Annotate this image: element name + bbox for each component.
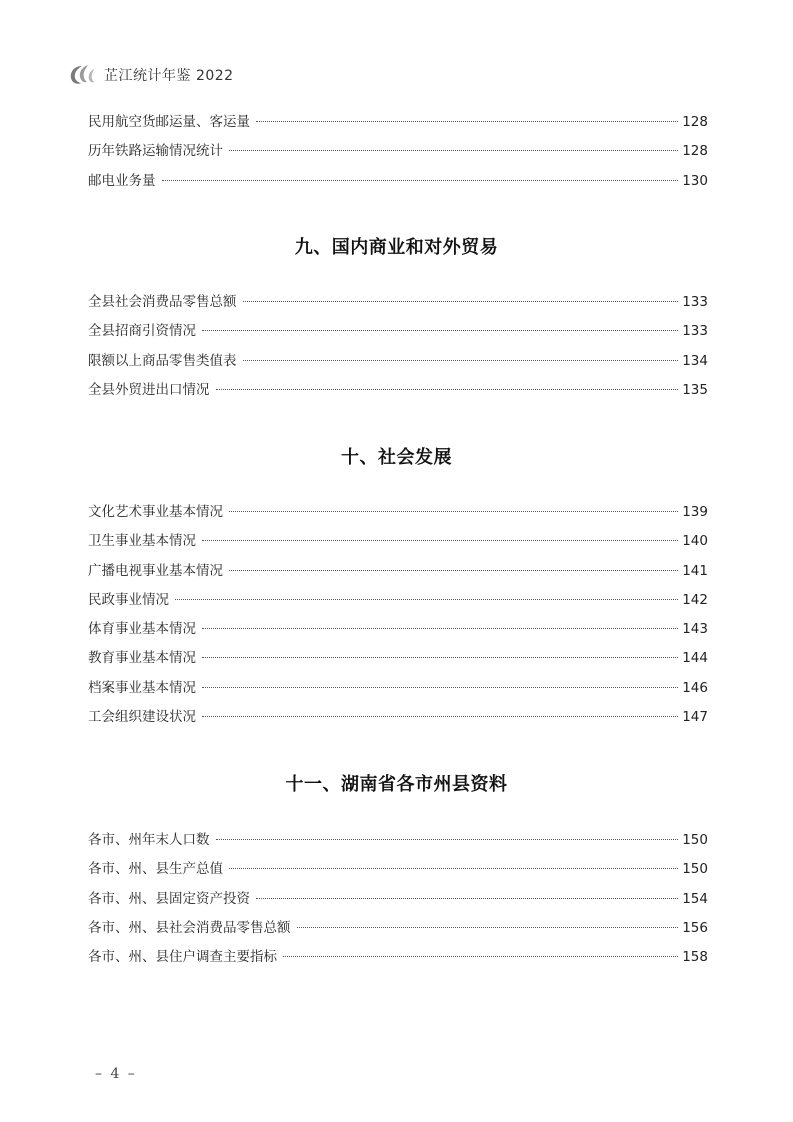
toc-section-commerce	[88, 290, 708, 407]
toc-entry-label: 各市、州年末人口数	[88, 832, 210, 848]
leader-dots	[283, 956, 678, 957]
toc-entry-label: 工会组织建设状况	[88, 709, 196, 726]
toc-entry-label: 各市、州、县社会消费品零售总额	[88, 919, 291, 936]
toc-entry-label: 卫生事业基本情况	[88, 533, 196, 550]
toc-entry-page: 130	[682, 172, 708, 189]
toc-entry-page: 133	[682, 323, 708, 340]
leader-dots	[243, 360, 679, 361]
yearbook-logo-icon	[68, 63, 98, 87]
toc-entry-label: 民用航空货邮运量、客运量	[88, 114, 250, 130]
leader-dots	[229, 868, 678, 869]
toc-section-transport	[88, 110, 708, 198]
leader-dots	[229, 511, 678, 512]
toc-section-hunan	[88, 828, 708, 974]
toc-entry[interactable]	[88, 617, 708, 646]
toc-entry-page: 146	[682, 679, 708, 696]
page-header	[68, 62, 234, 88]
toc-entry[interactable]	[88, 169, 708, 198]
toc-entry-page: 134	[682, 352, 708, 369]
section-heading-commerce: 九、国内商业和对外贸易	[294, 237, 499, 258]
toc-entry-label: 各市、州、县住户调查主要指标	[88, 949, 277, 966]
toc-entry-page: 158	[682, 949, 708, 966]
leader-dots	[256, 121, 678, 122]
toc-section-social	[88, 500, 708, 734]
leader-dots	[229, 570, 678, 571]
toc-entry[interactable]	[88, 588, 708, 617]
toc-entry-label: 历年铁路运输情况统计	[88, 143, 223, 160]
toc-entry[interactable]	[88, 887, 708, 916]
toc-entry[interactable]	[88, 559, 708, 588]
toc-entry-page: 150	[682, 832, 708, 848]
toc-entry[interactable]	[88, 916, 708, 945]
toc-entry[interactable]	[88, 378, 708, 407]
toc-entry[interactable]	[88, 705, 708, 734]
leader-dots	[216, 839, 679, 840]
toc-entry-label: 各市、州、县生产总值	[88, 861, 223, 878]
leader-dots	[175, 599, 678, 600]
leader-dots	[229, 150, 678, 151]
toc-entry[interactable]	[88, 110, 708, 139]
toc-entry-label: 全县招商引资情况	[88, 323, 196, 340]
toc-entry-page: 133	[682, 294, 708, 310]
toc-entry[interactable]	[88, 319, 708, 348]
leader-dots	[202, 330, 678, 331]
toc-entry-page: 128	[682, 114, 708, 130]
leader-dots	[202, 687, 678, 688]
page-number: – 4 –	[95, 1066, 137, 1082]
leader-dots	[202, 628, 678, 629]
leader-dots	[216, 389, 679, 390]
toc-entry[interactable]	[88, 290, 708, 319]
toc-entry-page: 142	[682, 591, 708, 608]
toc-entry-label: 广播电视事业基本情况	[88, 562, 223, 579]
toc-entry[interactable]	[88, 828, 708, 857]
toc-entry[interactable]	[88, 945, 708, 974]
toc-entry-page: 147	[682, 709, 708, 726]
toc-entry-page: 154	[682, 890, 708, 907]
toc-entry[interactable]	[88, 857, 708, 886]
toc-entry[interactable]	[88, 646, 708, 675]
toc-entry-label: 体育事业基本情况	[88, 621, 196, 638]
toc-entry-label: 教育事业基本情况	[88, 650, 196, 667]
section-heading-hunan: 十一、湖南省各市州县资料	[285, 774, 508, 795]
toc-entry-label: 档案事业基本情况	[88, 679, 196, 696]
toc-entry[interactable]	[88, 500, 708, 529]
toc-entry-label: 全县外贸进出口情况	[88, 381, 210, 398]
leader-dots	[202, 716, 678, 717]
toc-entry-label: 全县社会消费品零售总额	[88, 294, 237, 310]
toc-entry[interactable]	[88, 139, 708, 168]
leader-dots	[297, 927, 679, 928]
toc-entry-label: 民政事业情况	[88, 591, 169, 608]
section-heading-social: 十、社会发展	[341, 447, 452, 468]
toc-entry[interactable]	[88, 349, 708, 378]
leader-dots	[202, 540, 678, 541]
leader-dots	[243, 301, 679, 302]
toc-entry-page: 128	[682, 143, 708, 160]
toc-entry-label: 文化艺术事业基本情况	[88, 504, 223, 520]
toc-entry-page: 144	[682, 650, 708, 667]
leader-dots	[202, 657, 678, 658]
toc-entry-label: 限额以上商品零售类值表	[88, 352, 237, 369]
toc-entry-page: 140	[682, 533, 708, 550]
toc-entry-page: 150	[682, 861, 708, 878]
toc-entry[interactable]	[88, 676, 708, 705]
toc-entry-page: 156	[682, 919, 708, 936]
toc-entry-page: 141	[682, 562, 708, 579]
leader-dots	[162, 180, 679, 181]
toc-entry-page: 139	[682, 504, 708, 520]
toc-entry[interactable]	[88, 529, 708, 558]
toc-entry-page: 135	[682, 381, 708, 398]
leader-dots	[256, 898, 678, 899]
header-title: 芷江统计年鉴 2022	[104, 68, 234, 84]
toc-entry-label: 各市、州、县固定资产投资	[88, 890, 250, 907]
toc-entry-label: 邮电业务量	[88, 172, 156, 189]
toc-entry-page: 143	[682, 621, 708, 638]
